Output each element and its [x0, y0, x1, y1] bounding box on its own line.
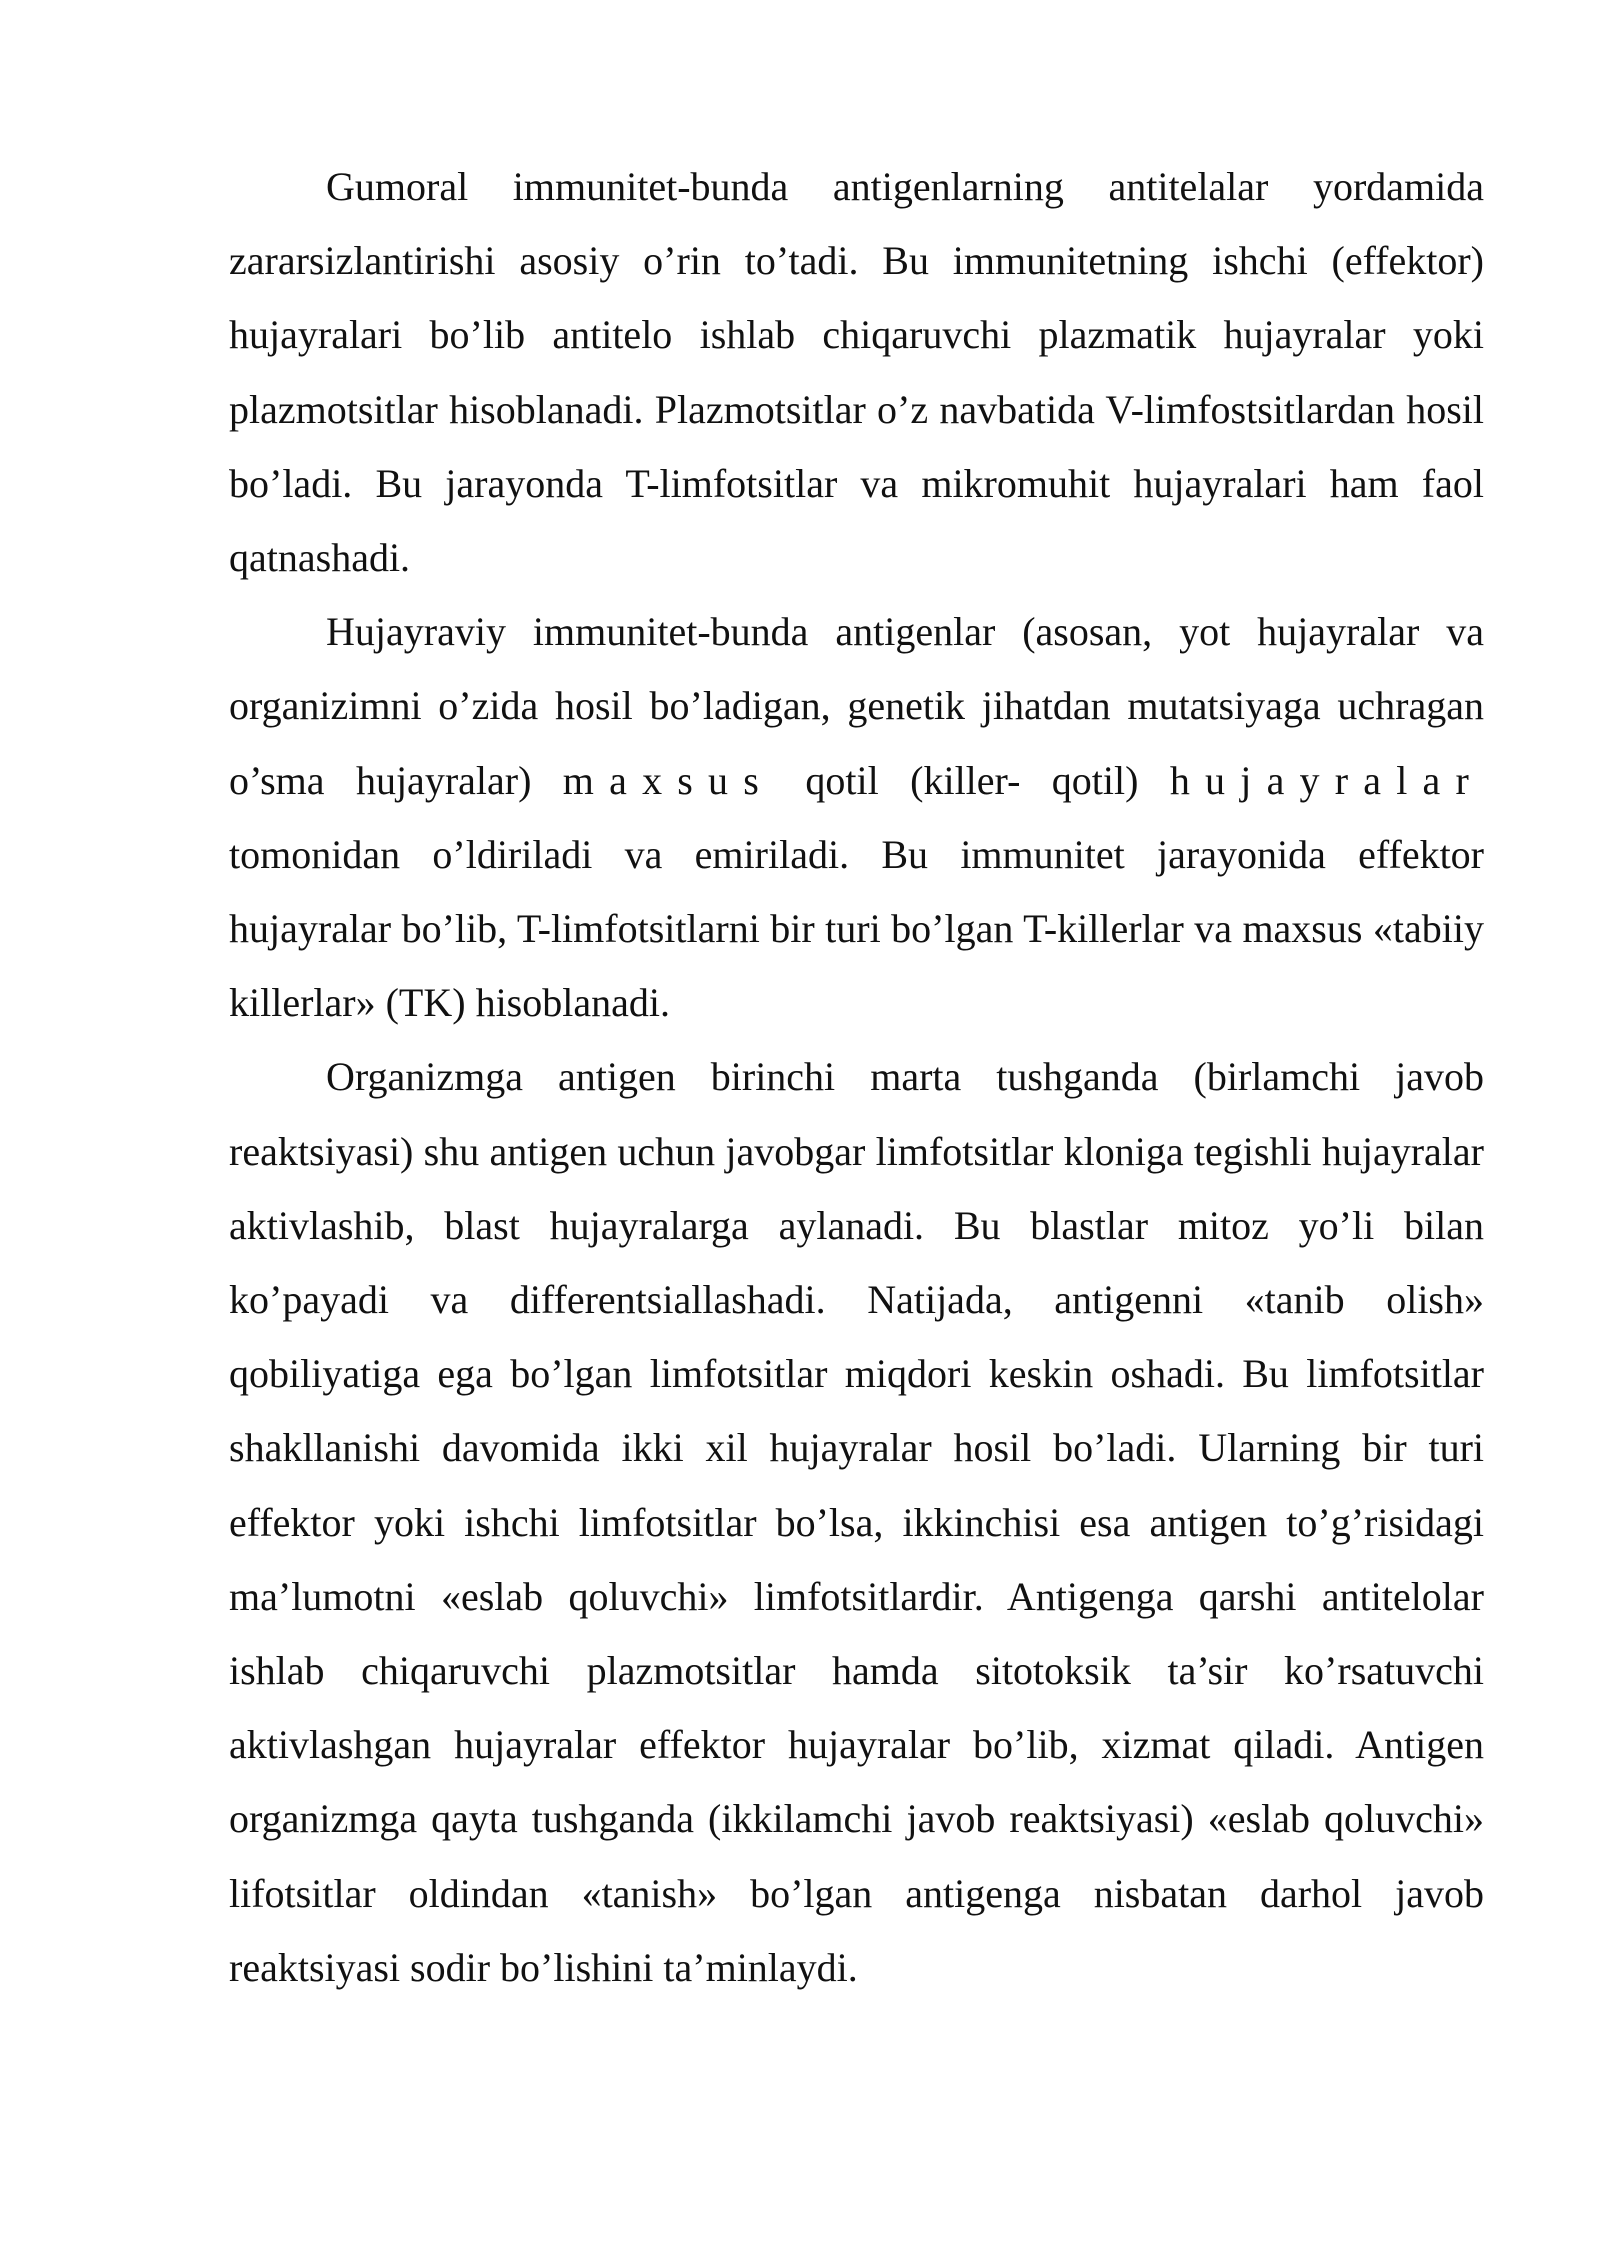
paragraph-text-segment: Hujayraviy immunitet-bunda antigenlar (asosan, yot hujayralar va organizimni o’zida hosil bo’ladigan, genetik jihatdan mutatsiyaga uchragan o’sma hujayralar) [229, 609, 1484, 803]
spaced-word-maxsus: maxsus [562, 757, 774, 803]
spaced-word-hujayralar: hujayralar [1169, 757, 1484, 803]
paragraph-immune-response: Organizmga antigen birinchi marta tushganda (birlamchi javob reaktsiyasi) shu antigen uchun javobgar limfotsitlar kloniga tegishli hujayralar aktivlashib, blast hujayralarga aylanadi. Bu blastlar mitoz yo’li bilan ko’payadi va differentsiallashadi. Natijada, antigenni «tanib olish» qobiliyatiga ega bo’lgan limfotsitlar miqdori keskin oshadi. Bu limfotsitlar shakllanishi davomida ikki xil hujayralar hosil bo’ladi. Ularning bir turi effektor yoki ishchi limfotsitlar bo’lsa, ikkinchisi esa antigen to’g’risidagi ma’lumotni «eslab qoluvchi» limfotsitlardir. Antigenga qarshi antitelolar ishlab chiqaruvchi plazmotsitlar hamda sitotoksik ta’sir ko’rsatuvchi aktivlashgan hujayralar effektor hujayralar bo’lib, xizmat qiladi. Antigen organizmga qayta tushganda (ikkilamchi javob reaktsiyasi) «eslab qoluvchi» lifotsitlar oldindan «tanish» bo’lgan antigenga nisbatan darhol javob reaktsiyasi sodir bo’lishini ta’minlaydi. [229, 1054, 1484, 1990]
paragraph-text-segment: tomonidan o’ldiriladi va emiriladi. Bu immunitet jarayonida effektor hujayralar bo’lib, T-limfotsitlarni bir turi bo’lgan T-killerlar va maxsus «tabiiy killerlar» (TK) hisoblanadi. [229, 831, 1484, 1026]
paragraph-text-segment: qotil (killer- qotil) [774, 757, 1170, 803]
paragraph-humoral-immunity: Gumoral immunitet-bunda antigenlarning antitelalar yordamida zararsizlantirishi asosiy o’rin to’tadi. Bu immunitetning ishchi (effektor) hujayralari bo’lib antitelo ishlab chiqaruvchi plazmatik hujayralar yoki plazmotsitlar hisoblanadi. Plazmotsitlar o’z navbatida V-limfostsitlardan hosil bo’ladi. Bu jarayonda T-limfotsitlar va mikromuhit hujayralari ham faol qatnashadi. [229, 164, 1484, 581]
paragraph-cellular-immunity [229, 595, 1484, 1040]
document-body [229, 150, 1484, 2005]
